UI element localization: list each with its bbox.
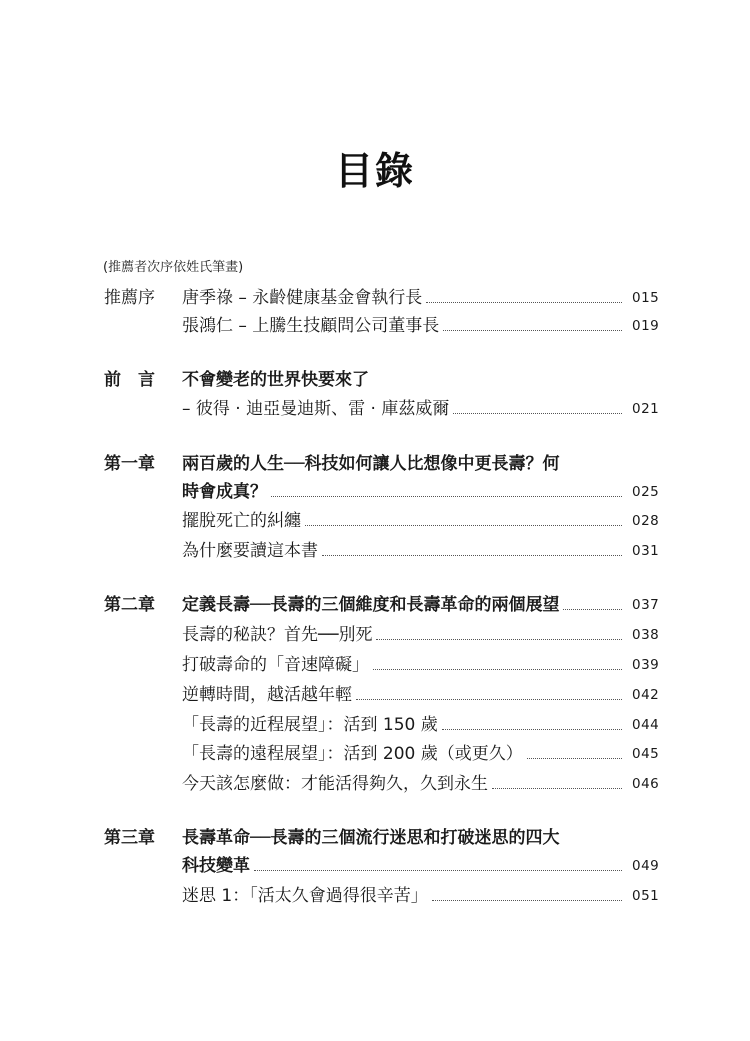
entry-title: 為什麼要讀這本書 (182, 541, 318, 561)
toc-entry (182, 773, 622, 795)
toc-row-chapter3-1[interactable] (0, 885, 750, 915)
toc-row-chapter3-heading[interactable] (0, 827, 750, 857)
dot-leader (376, 639, 622, 640)
entry-title: 長壽的秘訣？首先──別死 (182, 625, 373, 645)
entry-title: 「長壽的遠程展望」：活到 200 歲（或更久） (182, 744, 523, 764)
page-number: 042 (632, 687, 660, 703)
chapter3-heading-line1: 長壽革命──長壽的三個流行迷思和打破迷思的四大 (182, 828, 560, 848)
toc-row-preface-1[interactable] (0, 398, 750, 428)
toc-entry (182, 885, 622, 907)
dot-leader (527, 758, 622, 759)
entry-title: 迷思 1：「活太久會過得很辛苦」 (182, 886, 428, 906)
page-number: 019 (632, 318, 660, 334)
dot-leader (254, 870, 622, 871)
toc-entry (182, 855, 622, 877)
dot-leader (426, 302, 622, 303)
chapter1-heading-line2: 時會成真？ (182, 482, 267, 502)
toc-row-chapter1-heading-cont[interactable] (0, 481, 750, 511)
toc-row-chapter1-2[interactable] (0, 540, 750, 570)
dot-leader (373, 669, 622, 670)
entry-title: 打破壽命的「音速障礙」 (182, 655, 369, 675)
chapter-label-3: 第三章 (104, 828, 155, 848)
toc-entry (182, 315, 622, 337)
toc-entry (182, 398, 622, 420)
entry-title: 唐季祿 – 永齡健康基金會執行長 (182, 288, 423, 308)
toc-row-chapter2-2[interactable] (0, 654, 750, 684)
page-number: 046 (632, 776, 660, 792)
page-number: 039 (632, 657, 660, 673)
page-number: 021 (632, 401, 660, 417)
entry-title: – 彼得 · 迪亞曼迪斯、雷 · 庫茲威爾 (182, 399, 450, 419)
entry-title: 今天該怎麼做：才能活得夠久，久到永生 (182, 774, 488, 794)
toc-row-chapter2-1[interactable] (0, 624, 750, 654)
toc-row-preface-heading[interactable] (0, 369, 750, 399)
chapter2-heading: 定義長壽──長壽的三個維度和長壽革命的兩個展望 (182, 595, 560, 615)
toc-entry (182, 743, 622, 765)
chapter-label-2: 第二章 (104, 595, 155, 615)
recommender-order-note: (推薦者次序依姓氏筆畫) (103, 260, 244, 275)
toc-entry (182, 287, 622, 309)
dot-leader (305, 525, 622, 526)
toc-entry (182, 481, 622, 503)
chapter3-heading-line2: 科技變革 (182, 856, 250, 876)
toc-row-chapter3-heading-cont[interactable] (0, 855, 750, 885)
toc-row-chapter2-5[interactable] (0, 743, 750, 773)
page-number: 049 (632, 858, 660, 874)
page-number: 037 (632, 597, 660, 613)
dot-leader (492, 788, 622, 789)
dot-leader (322, 555, 622, 556)
toc-row-chapter2-4[interactable] (0, 714, 750, 744)
dot-leader (432, 900, 622, 901)
toc-entry (182, 624, 622, 646)
page-number: 015 (632, 290, 660, 306)
toc-row-chapter2-heading[interactable] (0, 594, 750, 624)
page-title: 目錄 (334, 148, 415, 193)
toc-row-foreword-1[interactable] (0, 287, 750, 317)
entry-title: 張鴻仁 – 上騰生技顧問公司董事長 (182, 316, 440, 336)
section-label-preface: 前 言 (104, 370, 155, 390)
page-number: 045 (632, 746, 660, 762)
toc-row-chapter2-3[interactable] (0, 684, 750, 714)
toc-entry (182, 540, 622, 562)
page-number: 051 (632, 888, 660, 904)
page-number: 031 (632, 543, 660, 559)
entry-title: 「長壽的近程展望」：活到 150 歲 (182, 715, 438, 735)
entry-title: 逆轉時間，越活越年輕 (182, 685, 352, 705)
preface-heading: 不會變老的世界快要來了 (182, 370, 369, 390)
dot-leader (442, 729, 622, 730)
toc-row-foreword-2[interactable] (0, 315, 750, 345)
dot-leader (443, 330, 622, 331)
dot-leader (453, 413, 622, 414)
entry-title: 擺脫死亡的糾纏 (182, 511, 301, 531)
dot-leader (271, 496, 622, 497)
page-number: 038 (632, 627, 660, 643)
toc-row-chapter1-heading[interactable] (0, 453, 750, 483)
toc-entry (182, 714, 622, 736)
dot-leader (563, 609, 622, 610)
chapter1-heading-line1: 兩百歲的人生──科技如何讓人比想像中更長壽？何 (182, 454, 560, 474)
page-number: 028 (632, 513, 660, 529)
section-label-foreword: 推薦序 (104, 288, 155, 308)
page-number: 044 (632, 717, 660, 733)
page-number: 025 (632, 484, 660, 500)
toc-entry (182, 594, 622, 616)
toc-entry (182, 684, 622, 706)
dot-leader (356, 699, 622, 700)
toc-row-chapter1-1[interactable] (0, 510, 750, 540)
toc-entry (182, 654, 622, 676)
toc-row-chapter2-6[interactable] (0, 773, 750, 803)
chapter-label-1: 第一章 (104, 454, 155, 474)
toc-entry (182, 510, 622, 532)
